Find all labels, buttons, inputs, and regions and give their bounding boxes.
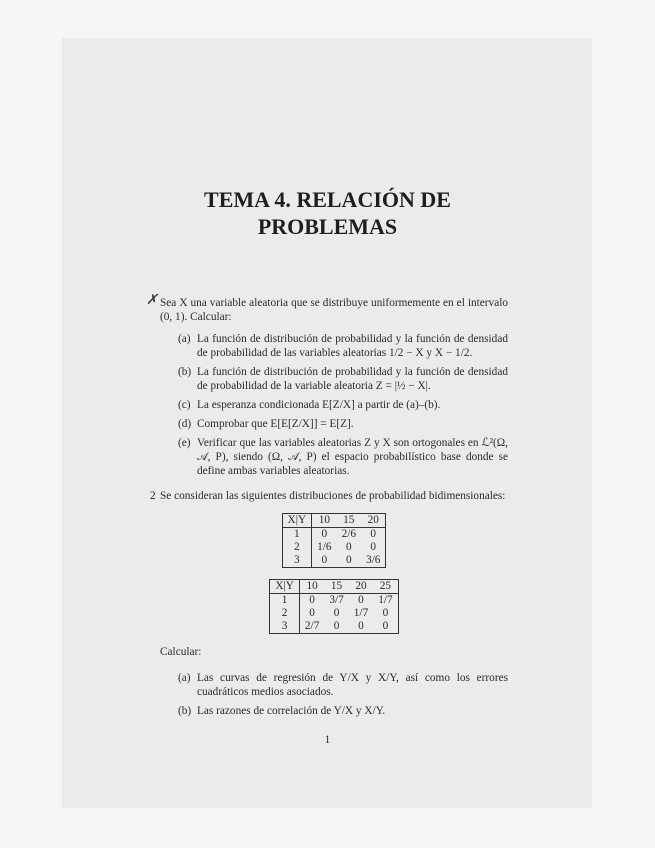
cell: 0 <box>358 620 364 632</box>
cell: 2/7 <box>304 620 320 632</box>
list-item <box>178 332 508 360</box>
item-label: (c) <box>178 399 191 411</box>
cell: 0 <box>370 541 377 553</box>
calc-label: Calcular: <box>160 646 202 658</box>
cell: 0 <box>370 528 377 540</box>
item-label: (b) <box>178 705 192 717</box>
cell: 0 <box>358 594 364 606</box>
page-title <box>0 186 655 240</box>
item-text: Comprobar que E[E[Z/X]] = E[Z]. <box>197 418 354 430</box>
col-header: 15 <box>324 580 348 594</box>
col-header: 20 <box>361 514 386 528</box>
cell: 0 <box>382 620 389 632</box>
title-line-1: TEMA 4. RELACIÓN DE <box>204 187 451 212</box>
handwritten-check-icon: ✗ <box>146 293 158 308</box>
distribution-table-1 <box>282 513 387 568</box>
distribution-table-2 <box>269 579 398 634</box>
col-header: 25 <box>373 580 398 594</box>
list-item <box>178 436 508 478</box>
table-row <box>282 554 386 568</box>
distribution-table-2-wrap <box>160 579 508 634</box>
cell: 0 <box>345 541 352 553</box>
cell: 3/7 <box>329 594 344 606</box>
row-header: 2 <box>270 607 300 620</box>
cell: 1/7 <box>378 594 393 606</box>
row-header: 1 <box>270 594 300 608</box>
table-corner: X|Y <box>270 580 300 594</box>
table-row <box>282 528 386 542</box>
list-item <box>178 398 508 412</box>
row-header: 3 <box>270 620 300 634</box>
list-item <box>178 417 508 431</box>
cell: 0 <box>321 554 328 566</box>
table-row <box>270 594 398 608</box>
problem-1-items <box>160 332 508 478</box>
distribution-table-1-wrap <box>160 513 508 568</box>
item-text: Las curvas de regresión de Y/X y X/Y, así como los errores cuadráticos medios asociados. <box>197 672 508 698</box>
col-header: 20 <box>349 580 373 594</box>
list-item <box>178 671 508 699</box>
cell: 0 <box>345 554 352 566</box>
table-row <box>270 607 398 620</box>
problem-2-items <box>160 671 508 718</box>
problem-1 <box>146 293 508 483</box>
col-header: 10 <box>299 580 324 594</box>
problem-number: 2 <box>150 490 156 502</box>
item-label: (b) <box>178 366 192 378</box>
cell: 3/6 <box>366 554 381 566</box>
table-row <box>282 541 386 554</box>
item-label: (a) <box>178 672 191 684</box>
cell: 0 <box>333 620 340 632</box>
problem-2-intro: Se consideran las siguientes distribuciones de probabilidad bidimensionales: <box>160 490 506 502</box>
list-item <box>178 365 508 393</box>
cell: 0 <box>309 594 315 606</box>
cell: 0 <box>382 607 389 619</box>
item-text: La función de distribución de probabilidad y la función de densidad de probabilidad de la variable aleatoria Z = |½ − X|. <box>197 366 508 392</box>
item-label: (d) <box>178 418 192 430</box>
cell: 0 <box>309 607 315 619</box>
row-header: 2 <box>282 541 312 554</box>
problem-1-intro: Sea X una variable aleatoria que se distribuye uniformemente en el intervalo (0, 1). Calcular: <box>160 297 508 323</box>
item-text: Verificar que las variables aleatorias Z y X son ortogonales en ℒ²(Ω, 𝒜, P), siendo (Ω, 𝒜, P) el espacio probabilístico base donde se define ambas variables aleatorias. <box>197 437 508 477</box>
row-header: 3 <box>282 554 312 568</box>
problem-2-questions <box>160 645 508 723</box>
col-header: 15 <box>337 514 361 528</box>
cell: 0 <box>321 528 328 540</box>
item-text: La esperanza condicionada E[Z/X] a partir de (a)–(b). <box>197 399 441 411</box>
table-corner: X|Y <box>282 514 312 528</box>
item-text: La función de distribución de probabilidad y la función de densidad de probabilidad de las variables aleatorias 1/2 − X y X − 1/2. <box>197 333 508 359</box>
row-header: 1 <box>282 528 312 542</box>
item-label: (a) <box>178 333 191 345</box>
item-label: (e) <box>178 437 191 449</box>
col-header: 10 <box>312 514 337 528</box>
table-row <box>270 620 398 634</box>
cell: 1/6 <box>317 541 332 553</box>
list-item <box>178 704 508 718</box>
title-line-2: PROBLEMAS <box>257 214 398 239</box>
cell: 0 <box>333 607 340 619</box>
cell: 1/7 <box>353 607 369 619</box>
item-text: Las razones de correlación de Y/X y X/Y. <box>197 705 386 717</box>
problem-2-intro-block <box>150 489 508 503</box>
cell: 2/6 <box>341 528 356 540</box>
page-number: 1 <box>324 734 331 746</box>
